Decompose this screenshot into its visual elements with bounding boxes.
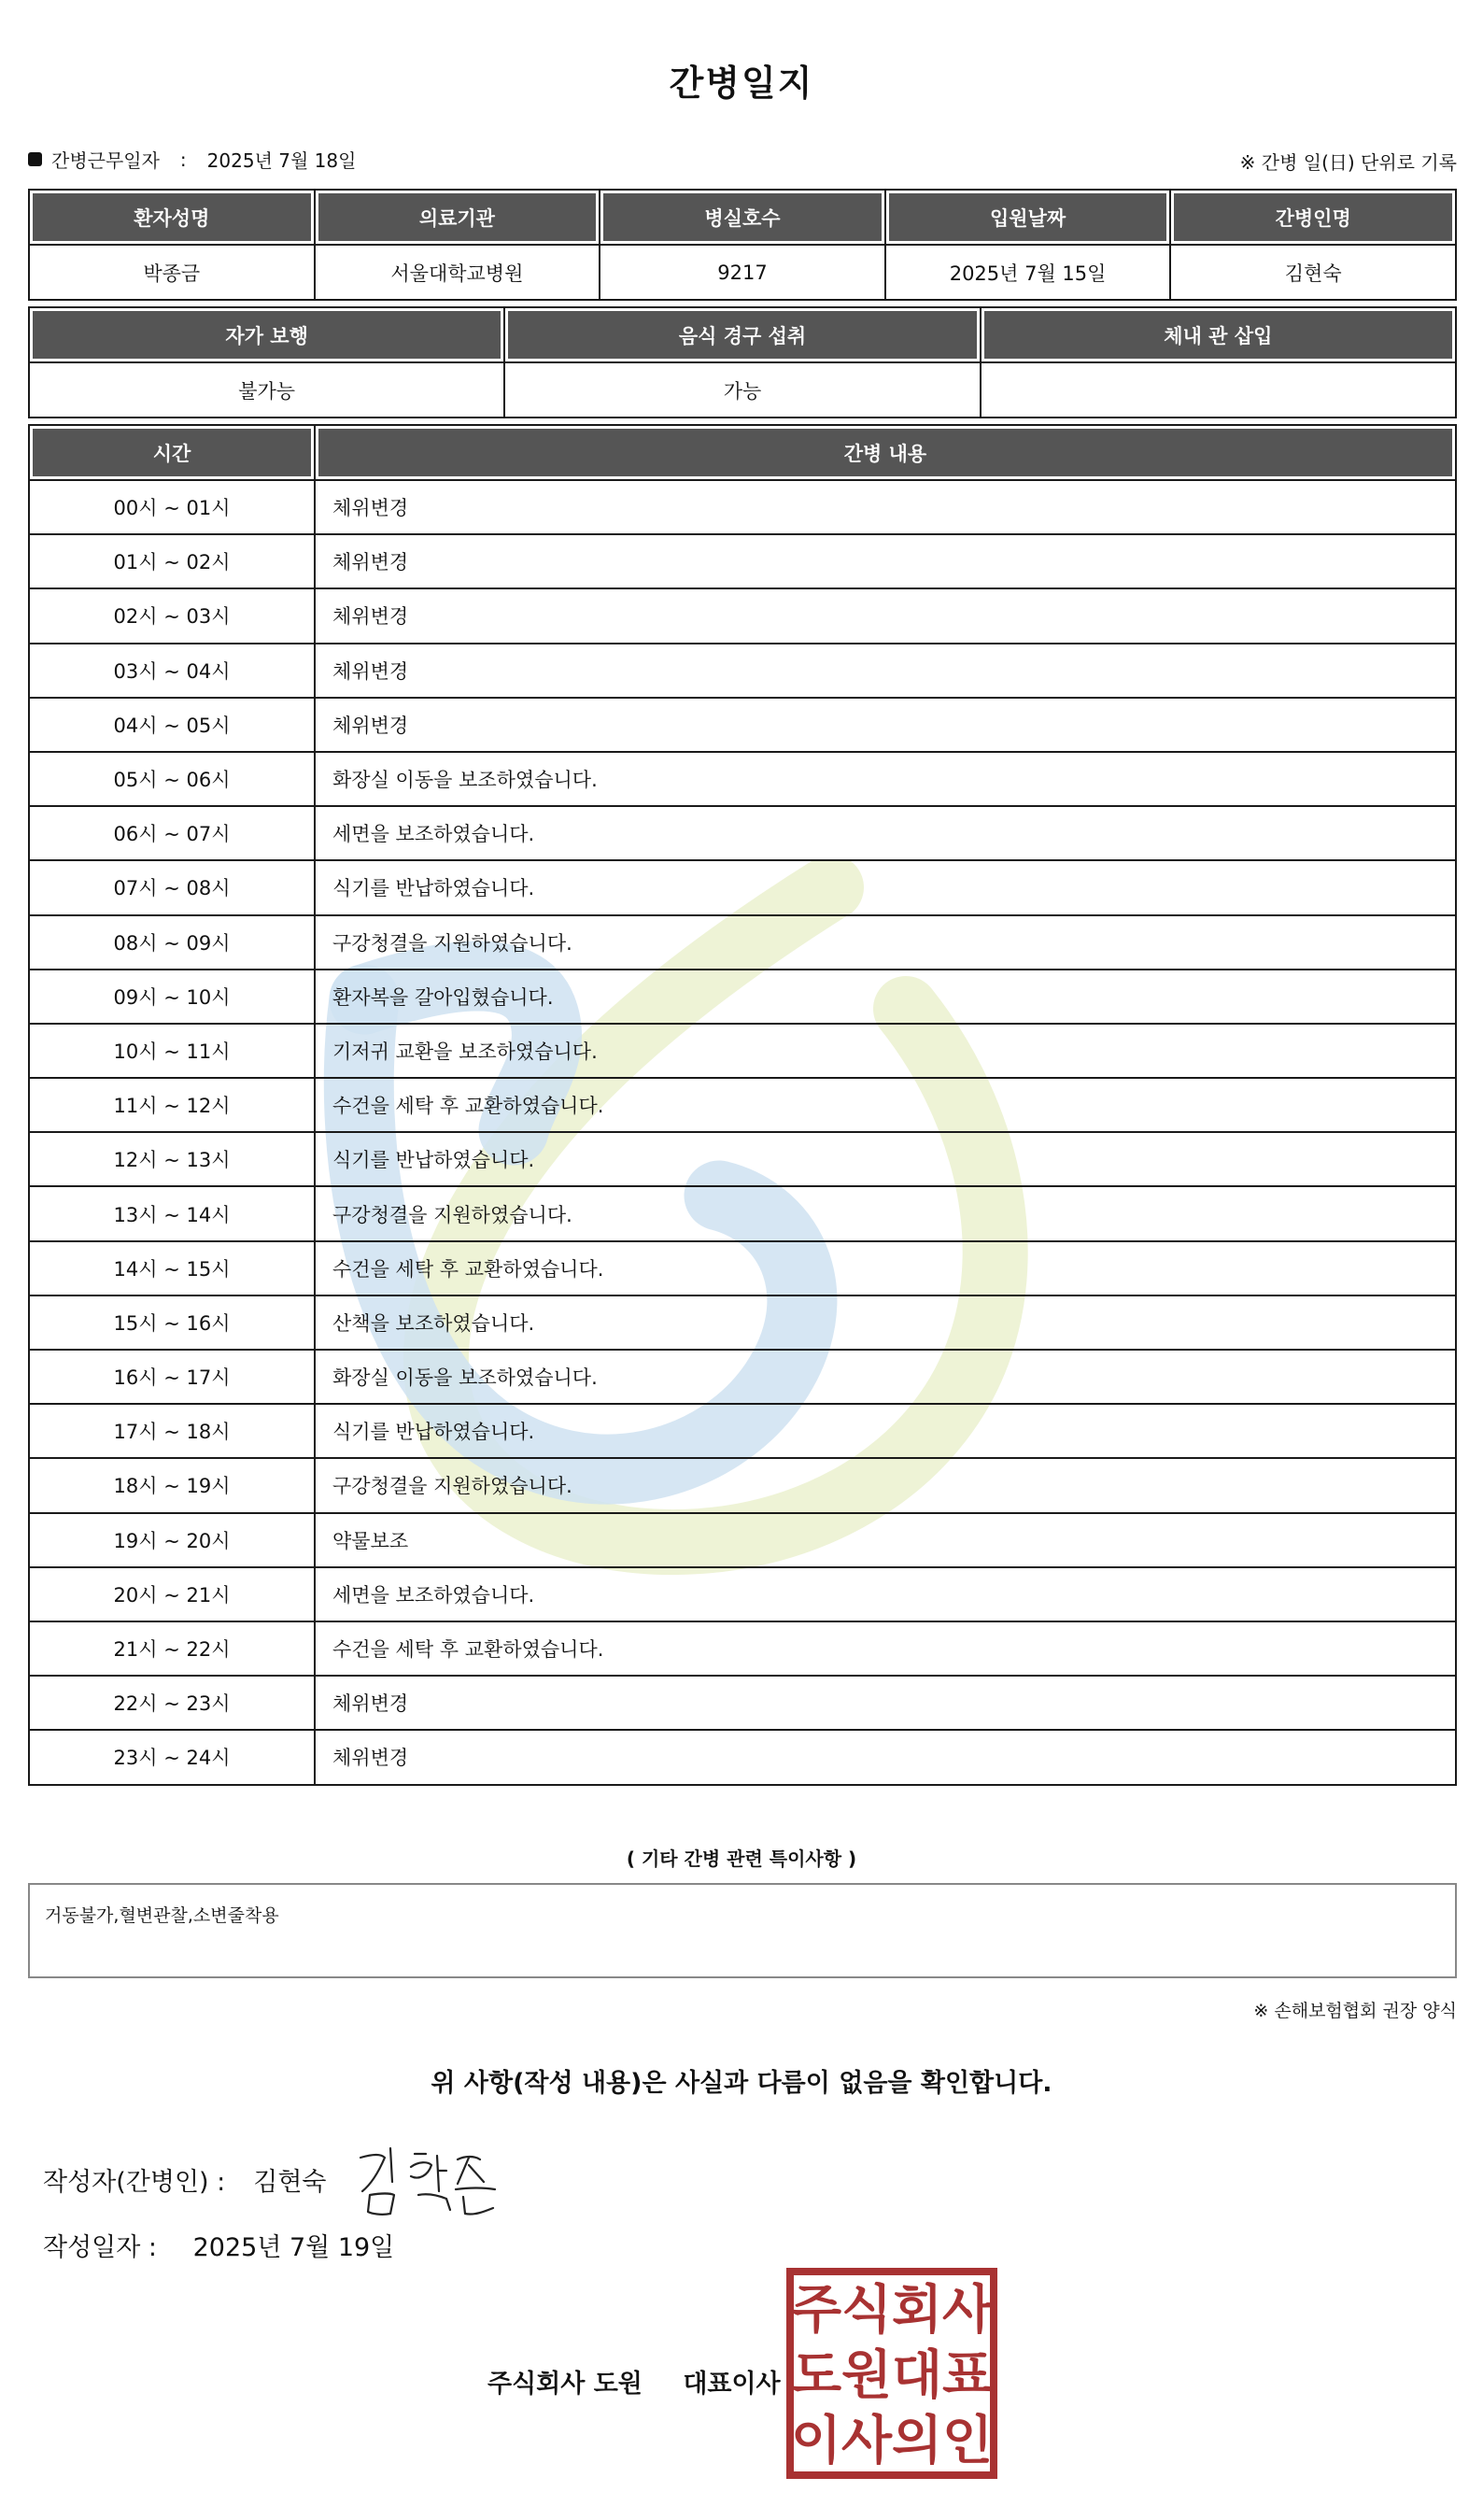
header-cell: 음식 경구 섭취 <box>504 307 980 362</box>
care-content-cell: 체위변경 <box>315 698 1456 752</box>
admission-date: 2025년 7월 15일 <box>885 245 1171 300</box>
table-row <box>29 752 1456 806</box>
notes-text: 거동불가,혈변관찰,소변줄착용 <box>45 1905 279 1926</box>
care-content-cell: 화장실 이동을 보조하였습니다. <box>315 752 1456 806</box>
patient-info-values <box>29 245 1456 300</box>
room-number: 9217 <box>600 245 885 300</box>
company-title: 대표이사 <box>683 2370 781 2399</box>
time-cell: 06시 ~ 07시 <box>29 806 315 860</box>
patient-info-header <box>29 190 1456 245</box>
writer-name: 김현숙 <box>253 2168 327 2197</box>
seal-char: 도 <box>790 2345 842 2406</box>
oral-intake-value: 가능 <box>504 362 980 418</box>
confirm-statement: 위 사항(작성 내용)은 사실과 다름이 없음을 확인합니다. <box>431 2069 1052 2098</box>
work-date-row <box>28 146 356 173</box>
table-row <box>29 1567 1456 1621</box>
time-cell: 07시 ~ 08시 <box>29 860 315 914</box>
time-cell: 23시 ~ 24시 <box>29 1730 315 1784</box>
company-name: 주식회사 도원 <box>487 2370 643 2399</box>
time-cell: 14시 ~ 15시 <box>29 1241 315 1295</box>
recommend-note: ※ 손해보험협회 권장 양식 <box>1253 2001 1457 2021</box>
time-cell: 19시 ~ 20시 <box>29 1513 315 1567</box>
table-row <box>29 534 1456 588</box>
care-content-cell: 기저귀 교환을 보조하였습니다. <box>315 1024 1456 1078</box>
signature-icon <box>353 2137 512 2221</box>
header-cell: 병실호수 <box>600 190 885 245</box>
care-log-table <box>28 424 1457 1786</box>
care-content-cell: 화장실 이동을 보조하였습니다. <box>315 1350 1456 1404</box>
patient-status-table <box>28 306 1457 418</box>
write-date-row <box>43 2227 394 2263</box>
write-date-value: 2025년 7월 19일 <box>192 2233 395 2262</box>
care-content-cell: 체위변경 <box>315 534 1456 588</box>
table-row <box>29 860 1456 914</box>
time-cell: 10시 ~ 11시 <box>29 1024 315 1078</box>
care-content-cell: 체위변경 <box>315 588 1456 643</box>
table-row <box>29 1404 1456 1458</box>
unit-note: ※ 간병 일(日) 단위로 기록 <box>1239 151 1457 174</box>
time-cell: 11시 ~ 12시 <box>29 1078 315 1132</box>
write-date-label: 작성일자 : <box>43 2233 158 2262</box>
care-content-cell: 구강청결을 지원하였습니다. <box>315 1186 1456 1240</box>
care-content-cell: 식기를 반납하였습니다. <box>315 1404 1456 1458</box>
table-row <box>29 915 1456 970</box>
seal-char: 대 <box>891 2345 943 2406</box>
table-row <box>29 1241 1456 1295</box>
care-content-cell: 산책을 보조하였습니다. <box>315 1295 1456 1350</box>
seal-char: 표 <box>941 2345 994 2406</box>
table-row <box>29 698 1456 752</box>
work-date-label: 간병근무일자 <box>51 149 160 172</box>
table-row <box>29 588 1456 643</box>
caregiver-name: 김현숙 <box>1170 245 1456 300</box>
time-cell: 15시 ~ 16시 <box>29 1295 315 1350</box>
self-walking-value: 불가능 <box>29 362 504 418</box>
table-row <box>29 1078 1456 1132</box>
seal-char: 인 <box>941 2411 994 2471</box>
time-cell: 01시 ~ 02시 <box>29 534 315 588</box>
notes-title: ( 기타 간병 관련 특이사항 ) <box>626 1848 857 1870</box>
company-row <box>487 2363 781 2400</box>
seal-char: 사 <box>941 2280 994 2341</box>
care-content-cell: 약물보조 <box>315 1513 1456 1567</box>
seal-char: 사 <box>840 2411 893 2471</box>
care-content-cell: 수건을 세탁 후 교환하였습니다. <box>315 1621 1456 1676</box>
table-row <box>29 1676 1456 1730</box>
patient-name: 박종금 <box>29 245 315 300</box>
time-cell: 22시 ~ 23시 <box>29 1676 315 1730</box>
time-cell: 03시 ~ 04시 <box>29 644 315 698</box>
hospital-name: 서울대학교병원 <box>315 245 600 300</box>
seal-char: 회 <box>891 2280 943 2341</box>
header-cell: 자가 보행 <box>29 307 504 362</box>
table-row <box>29 644 1456 698</box>
time-cell: 21시 ~ 22시 <box>29 1621 315 1676</box>
seal-char: 식 <box>840 2280 893 2341</box>
time-cell: 08시 ~ 09시 <box>29 915 315 970</box>
care-content-cell: 세면을 보조하였습니다. <box>315 1567 1456 1621</box>
time-cell: 20시 ~ 21시 <box>29 1567 315 1621</box>
care-content-cell: 체위변경 <box>315 1676 1456 1730</box>
care-content-cell: 수건을 세탁 후 교환하였습니다. <box>315 1241 1456 1295</box>
care-content-cell: 세면을 보조하였습니다. <box>315 806 1456 860</box>
time-cell: 12시 ~ 13시 <box>29 1132 315 1186</box>
table-row <box>29 1186 1456 1240</box>
table-row <box>29 806 1456 860</box>
table-row <box>29 1513 1456 1567</box>
document-title: 간병일지 <box>669 63 814 104</box>
patient-status-values <box>29 362 1456 418</box>
header-cell: 입원날짜 <box>885 190 1171 245</box>
header-cell: 시간 <box>29 425 315 480</box>
care-content-cell: 구강청결을 지원하였습니다. <box>315 915 1456 970</box>
seal-char: 주 <box>790 2280 842 2341</box>
writer-row <box>43 2161 327 2198</box>
care-content-cell: 체위변경 <box>315 480 1456 534</box>
header-cell: 체내 관 삽입 <box>981 307 1456 362</box>
patient-status-header <box>29 307 1456 362</box>
time-cell: 05시 ~ 06시 <box>29 752 315 806</box>
table-row <box>29 1730 1456 1784</box>
time-cell: 16시 ~ 17시 <box>29 1350 315 1404</box>
time-cell: 04시 ~ 05시 <box>29 698 315 752</box>
time-cell: 09시 ~ 10시 <box>29 970 315 1024</box>
patient-info-table <box>28 189 1457 301</box>
header-cell: 의료기관 <box>315 190 600 245</box>
table-row <box>29 1458 1456 1512</box>
care-log-header <box>29 425 1456 480</box>
header-cell: 간병 내용 <box>315 425 1456 480</box>
bullet-square-icon <box>28 152 42 166</box>
tube-insertion-value <box>981 362 1456 418</box>
work-date-value: 2025년 7월 18일 <box>206 149 357 172</box>
table-row <box>29 1621 1456 1676</box>
seal-char: 원 <box>840 2345 893 2406</box>
time-cell: 17시 ~ 18시 <box>29 1404 315 1458</box>
time-cell: 00시 ~ 01시 <box>29 480 315 534</box>
care-content-cell: 구강청결을 지원하였습니다. <box>315 1458 1456 1512</box>
time-cell: 18시 ~ 19시 <box>29 1458 315 1512</box>
table-row <box>29 480 1456 534</box>
care-content-cell: 식기를 반납하였습니다. <box>315 1132 1456 1186</box>
company-seal-icon <box>786 2268 997 2479</box>
seal-char: 이 <box>790 2411 842 2471</box>
time-cell: 13시 ~ 14시 <box>29 1186 315 1240</box>
header-cell: 환자성명 <box>29 190 315 245</box>
header-cell: 간병인명 <box>1170 190 1456 245</box>
table-row <box>29 1295 1456 1350</box>
seal-char: 의 <box>891 2411 943 2471</box>
table-row <box>29 1350 1456 1404</box>
care-content-cell: 체위변경 <box>315 1730 1456 1784</box>
table-row <box>29 970 1456 1024</box>
table-row <box>29 1132 1456 1186</box>
work-date-colon: : <box>179 148 187 171</box>
table-row <box>29 1024 1456 1078</box>
time-cell: 02시 ~ 03시 <box>29 588 315 643</box>
care-log-rows <box>29 480 1456 1785</box>
care-content-cell: 식기를 반납하였습니다. <box>315 860 1456 914</box>
care-content-cell: 환자복을 갈아입혔습니다. <box>315 970 1456 1024</box>
writer-label: 작성자(간병인) : <box>43 2168 226 2197</box>
notes-box <box>28 1883 1457 1978</box>
care-content-cell: 체위변경 <box>315 644 1456 698</box>
care-content-cell: 수건을 세탁 후 교환하였습니다. <box>315 1078 1456 1132</box>
